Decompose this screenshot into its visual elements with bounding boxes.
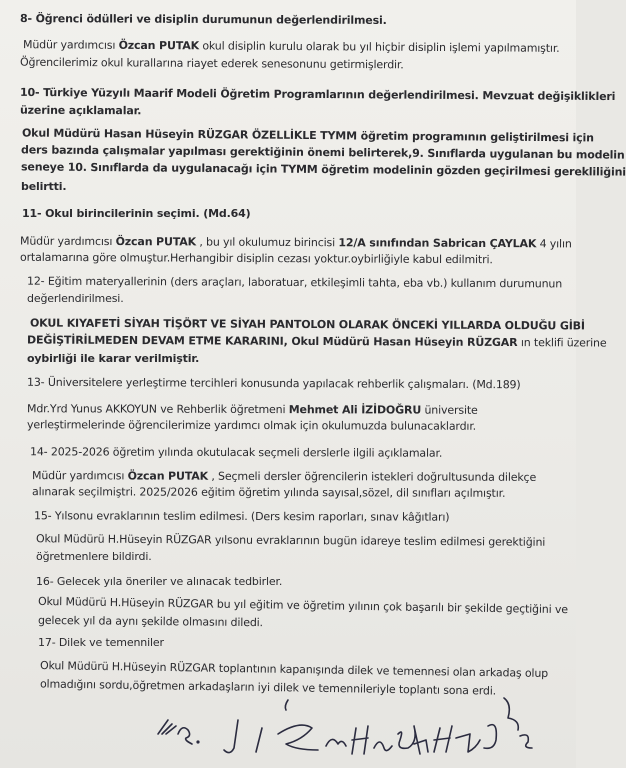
paragraph-line <box>20 251 493 266</box>
text-segment: gelecek yıl da aynı şekilde olmasını diledi. <box>37 613 264 630</box>
paragraph-line <box>27 352 199 365</box>
text-segment: Müdür yardımcısı <box>19 234 116 249</box>
section-10-heading-cont <box>20 104 141 118</box>
bold-text-segment: belirtti. <box>21 180 67 193</box>
bold-text-segment: 11- Okul birincilerinin seçimi. (Md.64) <box>22 207 251 220</box>
text-segment: yerleştirmelerinde öğrencilerimize yardımcı olmak için okulumuzda bulunacaklardır. <box>26 418 477 433</box>
text-segment: ortalamarına göre olmuştur.Herhangibir disiplin cezası yoktur.oybirliğiyle kabul edilmitri. <box>19 250 493 267</box>
signature-2 <box>224 720 238 753</box>
bold-text-segment: ders bazında çalışmalar yapılması gerektiğinin önemi belirterek,9. Sınıflarda uygulanan bu modelin <box>20 143 625 162</box>
bold-text-segment: Mehmet Ali İZİDOĞRU <box>288 403 422 417</box>
text-segment: 13- Üniversitelere yerleştirme tercihleri konusunda yapılacak rehberlik çalışmaları. (Md.189) <box>26 375 521 392</box>
bold-text-segment: seneye 10. Sınıflarda da uygulanacağı için TYMM öğretim modelinin gözden geçirilmesi gerekliliğini <box>20 160 626 179</box>
text-segment: 4 yılın <box>536 237 572 251</box>
bold-text-segment: 10- Türkiye Yüzyılı Maarif Modeli Öğretim Programlarının değerlendirilmesi. Mevzuat değişiklikleri <box>19 85 616 104</box>
text-segment: 16- Gelecek yıla öneriler ve alınacak tedbirler. <box>36 575 283 588</box>
section-10-heading <box>20 86 615 103</box>
section-16-heading <box>36 575 282 588</box>
text-segment: , Seçmeli dersler öğrencilerin istekleri doğrultusunda dilekçe <box>207 469 537 484</box>
section-17-heading <box>38 636 164 649</box>
text-segment: Okul Müdürü H.Hüseyin RÜZGAR bu yıl eğitim ve öğretim yılının çok başarılı bir şekilde geçtiğini ve <box>37 594 568 617</box>
text-segment: 14- 2025-2026 öğretim yılında okutulacak seçmeli derslerle ilgili açıklamalar. <box>29 445 443 460</box>
text-segment: Öğrencilerimiz okul kurallarına riayet ederek senesonunu getirmişlerdir. <box>19 55 404 72</box>
signature-3 <box>256 700 346 752</box>
signature-4 <box>352 726 428 754</box>
text-segment: alınarak seçilmiştri. 2025/2026 eğitim öğretim yılında sayısal,sözel, dil sınıfları açılmıştır. <box>31 485 506 500</box>
text-segment: , bu yıl okulumuz birincisi <box>195 235 339 250</box>
bold-text-segment: OKUL KIYAFETİ SİYAH TİŞÖRT VE SİYAH PANTOLON OLARAK ÖNCEKİ YILLARDA OLDUĞU GİBİ <box>29 316 585 333</box>
signature-5 <box>434 698 532 752</box>
paragraph-line <box>30 317 585 333</box>
section-11-heading <box>22 207 251 220</box>
bold-text-segment: Okul Müdürü Hasan Hüseyin RÜZGAR ÖZELLİKLE TYMM öğretim programının geliştirilmesi için <box>21 126 594 145</box>
text-segment: öğretmenlere bildirdi. <box>36 550 152 563</box>
text-segment: Mdr.Yrd Yunus AKKOYUN ve Rehberlik öğretmeni <box>26 402 289 417</box>
text-segment: 12- Eğitim materyallerinin (ders araçları, laboratuar, etkileşimli tahta, eba vb.) kullanım durumunun <box>26 274 563 291</box>
text-segment: Müdür yardımcısı <box>22 38 119 52</box>
paragraph-line <box>22 127 594 145</box>
text-segment: 17- Dilek ve temenniler <box>38 636 164 649</box>
signature-1 <box>158 720 199 744</box>
paragraph-line <box>20 235 572 251</box>
paragraph-line <box>38 595 568 616</box>
text-segment: ın teklifi üzerine <box>517 336 607 350</box>
section-15-heading <box>34 509 449 523</box>
text-segment: değerlendirilmesi. <box>27 292 124 305</box>
bold-text-segment: 8- Öğrenci ödülleri ve disiplin durumunun değerlendirilmesi. <box>19 12 387 27</box>
text-segment: Okul Müdürü H.Hüseyin RÜZGAR toplantının kapanışında dilek ve temennesi olan arkadaş olup <box>39 659 549 680</box>
paragraph-line <box>21 180 66 193</box>
paragraph-line <box>32 469 536 484</box>
bold-text-segment: Özcan PUTAK <box>127 469 209 483</box>
paragraph-line <box>27 418 476 433</box>
paragraph-line <box>32 485 505 500</box>
section-12-heading-cont <box>27 292 124 305</box>
text-segment: olmadığını sordu,öğretmen arkadaşların iyi dilek ve temennileriyle toplantı sona erdi. <box>39 677 497 698</box>
text-segment: Müdür yardımcısı <box>31 469 128 483</box>
paragraph-line <box>23 38 560 55</box>
text-segment: Okul Müdürü H.Hüseyin RÜZGAR yılsonu evraklarının bugün idareye teslim edilmesi gerektiğini <box>35 532 546 549</box>
paragraph-line <box>27 333 607 349</box>
text-segment: üniversite <box>421 403 478 417</box>
bold-text-segment: oybirliği ile karar verilmiştir. <box>27 352 200 365</box>
paragraph-line <box>21 143 625 161</box>
paragraph-line <box>27 402 478 417</box>
paragraph-line <box>21 160 626 178</box>
section-13-heading <box>27 376 521 392</box>
paragraph-line <box>20 56 404 72</box>
bold-text-segment: 12/A sınıfından Sabrican ÇAYLAK <box>338 236 537 251</box>
paragraph-line <box>40 659 548 680</box>
handwritten-signatures <box>0 690 576 768</box>
section-12-heading <box>27 275 562 291</box>
bold-text-segment: DEĞİŞTİRİLMEDEN DEVAM ETME KARARINI, Okul Müdürü Hasan Hüseyin RÜZGAR <box>26 333 518 350</box>
bold-text-segment: Özcan PUTAK <box>118 38 200 53</box>
section-14-heading <box>30 445 442 459</box>
bold-text-segment: üzerine açıklamalar. <box>19 103 142 118</box>
paragraph-line <box>38 614 263 629</box>
bold-text-segment: Özcan PUTAK <box>115 235 197 249</box>
text-segment: 15- Yılsonu evraklarının teslim edilmesi. (Ders kesim raporları, sınav kâğıtları) <box>33 509 450 524</box>
paragraph-line <box>36 550 152 563</box>
section-8-heading <box>20 12 387 27</box>
paragraph-line <box>36 532 545 549</box>
text-segment: okul disiplin kurulu olarak bu yıl hiçbir disiplin işlemi yapılmamıştır. <box>198 39 560 55</box>
